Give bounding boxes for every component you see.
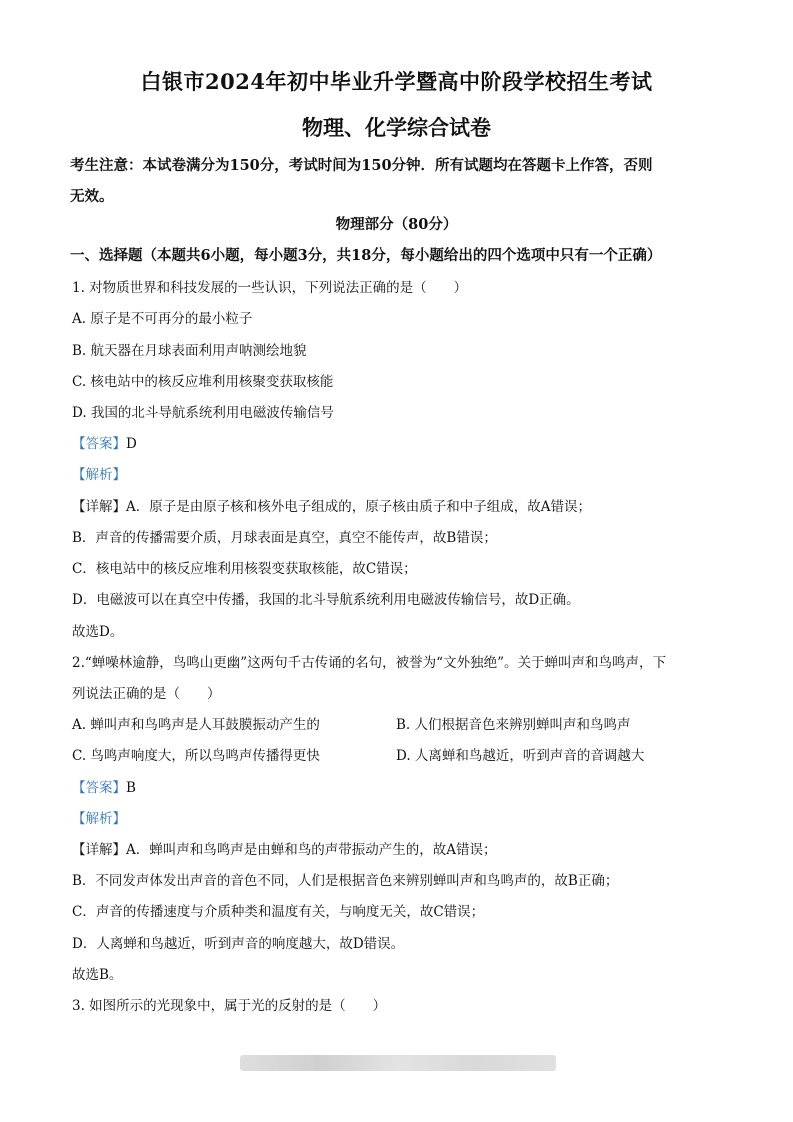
q1-option-b: B. 航天器在月球表面利用声呐测绘地貌 [72,343,307,359]
q2-detail-2: B．不同发声体发出声音的音色不同，人们是根据音色来辨别蝉叫声和鸟鸣声的，故B正确； [72,873,619,889]
q1-option-d: D. 我国的北斗导航系统利用电磁波传输信号 [72,405,334,421]
q2-answer-tag: 【答案】 [72,780,126,796]
q1-stem: 1. 对物质世界和科技发展的一些认识，下列说法正确的是（ ） [72,280,468,296]
notice-line-1: 考生注意：本试卷满分为150分，考试时间为150分钟．所有试题均在答题卡上作答，否则 [70,157,653,174]
exam-title: 白银市2024年初中毕业升学暨高中阶段学校招生考试 [140,69,653,94]
q2-answer-value: B [126,780,136,796]
q1-conclusion: 故选D。 [72,624,124,640]
q2-detail-4: D．人离蝉和鸟越近，听到声音的响度越大，故D错误。 [72,936,405,952]
q1-option-c: C. 核电站中的核反应堆利用核聚变获取核能 [72,374,334,390]
part-title: 一、选择题（本题共6小题，每小题3分，共18分，每小题给出的四个选项中只有一个正确） [70,247,662,264]
q1-analysis-tag: 【解析】 [72,467,126,483]
q1-answer-tag: 【答案】 [72,436,126,452]
section-title: 物理部分（80分） [335,216,458,233]
q2-detail-1: 【详解】A．蝉叫声和鸟鸣声是由蝉和鸟的声带振动产生的，故A错误； [72,842,497,858]
q2-option-d: D. 人离蝉和鸟越近，听到声音的音调越大 [396,748,645,764]
q2-stem-line-1: 2.“蝉噪林逾静，鸟鸣山更幽”这两句千古传诵的名句，被誉为“文外独绝”。关于蝉叫声和鸟鸣声，下 [72,655,666,671]
q2-analysis-tag: 【解析】 [72,811,126,827]
q2-stem-line-2: 列说法正确的是（ ） [72,686,221,702]
q2-option-b: B. 人们根据音色来辨别蝉叫声和鸟鸣声 [396,717,631,733]
notice-line-2: 无效。 [70,188,114,205]
candidate-notice [70,150,730,212]
blurred-footer-watermark [240,1055,556,1071]
q2-conclusion: 故选B。 [72,967,123,983]
q2-answer [72,776,136,796]
q1-detail-1: 【详解】A．原子是由原子核和核外电子组成的，原子核由质子和中子组成，故A错误； [72,499,591,515]
q1-detail-2: B．声音的传播需要介质，月球表面是真空，真空不能传声，故B错误； [72,530,497,546]
q1-option-a: A. 原子是不可再分的最小粒子 [72,311,253,327]
q2-detail-3: C．声音的传播速度与介质种类和温度有关，与响度无关，故C错误； [72,904,485,920]
q1-detail-4: D．电磁波可以在真空中传播，我国的北斗导航系统利用电磁波传输信号，故D正确。 [72,592,580,608]
q1-answer-value: D [126,436,137,452]
q2-option-a: A. 蝉叫声和鸟鸣声是人耳鼓膜振动产生的 [72,717,320,733]
q2-option-c: C. 鸟鸣声响度大，所以鸟鸣声传播得更快 [72,748,320,764]
q1-detail-3: C．核电站中的核反应堆利用核裂变获取核能，故C错误； [72,561,417,577]
q1-answer [72,432,137,452]
q3-stem: 3. 如图所示的光现象中，属于光的反射的是（ ） [72,998,387,1014]
exam-subtitle: 物理、化学综合试卷 [302,115,491,140]
